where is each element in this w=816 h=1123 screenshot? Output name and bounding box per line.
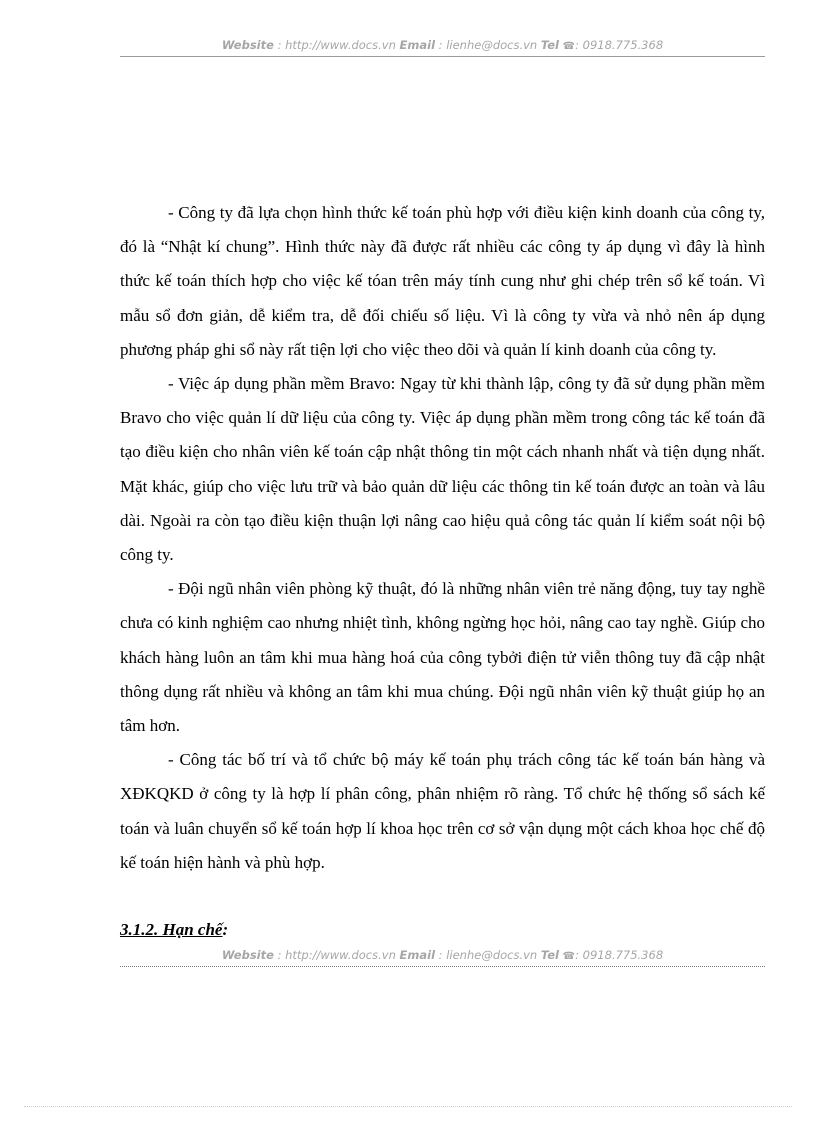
website-label: Website	[221, 948, 274, 962]
paragraph: - Công tác bố trí và tổ chức bộ máy kế toán phụ trách công tác kế toán bán hàng và XĐKQKD ở công ty là hợp lí phân công, phân nhiệm rõ ràng. Tổ chức hệ thống sổ sách kế toán và luân chuyển sổ kế toán hợp lí khoa học trên cơ sở vận dụng một cách khoa học chế độ kế toán hiện hành và phù hợp.	[120, 750, 765, 872]
tel-value: : 0918.775.368	[575, 948, 664, 962]
section-heading-text: 3.1.2. Hạn chế	[120, 920, 223, 939]
tel-value: : 0918.775.368	[575, 38, 664, 52]
page-footer	[120, 948, 765, 967]
page-bottom-divider	[24, 1106, 792, 1107]
website-label: Website	[221, 38, 274, 52]
email-label: Email	[399, 38, 436, 52]
page-header	[120, 38, 765, 57]
email-label: Email	[399, 948, 436, 962]
paragraph: - Đội ngũ nhân viên phòng kỹ thuật, đó là những nhân viên trẻ năng động, tuy tay nghề chưa có kinh nghiệm cao nhưng nhiệt tình, không ngừng học hỏi, nâng cao tay nghề. Giúp cho khách hàng luôn an tâm khi mua hàng hoá của công tybởi điện tử viễn thông tuy đã cập nhật thông dụng rất nhiều và không an tâm khi mua chúng. Đội ngũ nhân viên kỹ thuật giúp họ an tâm hơn.	[120, 579, 765, 736]
email-value: : lienhe@docs.vn	[438, 38, 538, 52]
tel-label: Tel	[540, 948, 559, 962]
website-value: : http://www.docs.vn	[277, 948, 396, 962]
section-heading	[120, 916, 228, 944]
website-value: : http://www.docs.vn	[277, 38, 396, 52]
phone-icon: ☎	[562, 951, 576, 962]
email-value: : lienhe@docs.vn	[438, 948, 538, 962]
section-heading-colon: :	[222, 920, 229, 939]
document-body	[120, 196, 765, 880]
phone-icon: ☎	[562, 41, 576, 52]
tel-label: Tel	[540, 38, 559, 52]
paragraph: - Công ty đã lựa chọn hình thức kế toán phù hợp với điều kiện kinh doanh của công ty, đó là “Nhật kí chung”. Hình thức này đã được rất nhiều các công ty áp dụng vì đây là hình thức kế toán thích hợp cho việc kế tóan trên máy tính cung như ghi chép trên sổ kế toán. Vì mẫu sổ đơn giản, dễ kiểm tra, dễ đối chiếu số liệu. Vì là công ty vừa và nhỏ nên áp dụng phương pháp ghi sổ này rất tiện lợi cho việc theo dõi và quản lí kinh doanh của công ty.	[120, 203, 765, 359]
paragraph: - Việc áp dụng phần mềm Bravo: Ngay từ khi thành lập, công ty đã sử dụng phần mềm Bravo cho việc quản lí dữ liệu của công ty. Việc áp dụng phần mềm trong công tác kế toán đã tạo điều kiện cho nhân viên kế toán cập nhật thông tin một cách nhanh nhất và tiện dụng nhất. Mặt khác, giúp cho việc lưu trữ và bảo quản dữ liệu các thông tin kế toán được an toàn và lâu dài. Ngoài ra còn tạo điều kiện thuận lợi nâng cao hiệu quả công tác quản lí kiểm soát nội bộ công ty.	[120, 374, 765, 565]
